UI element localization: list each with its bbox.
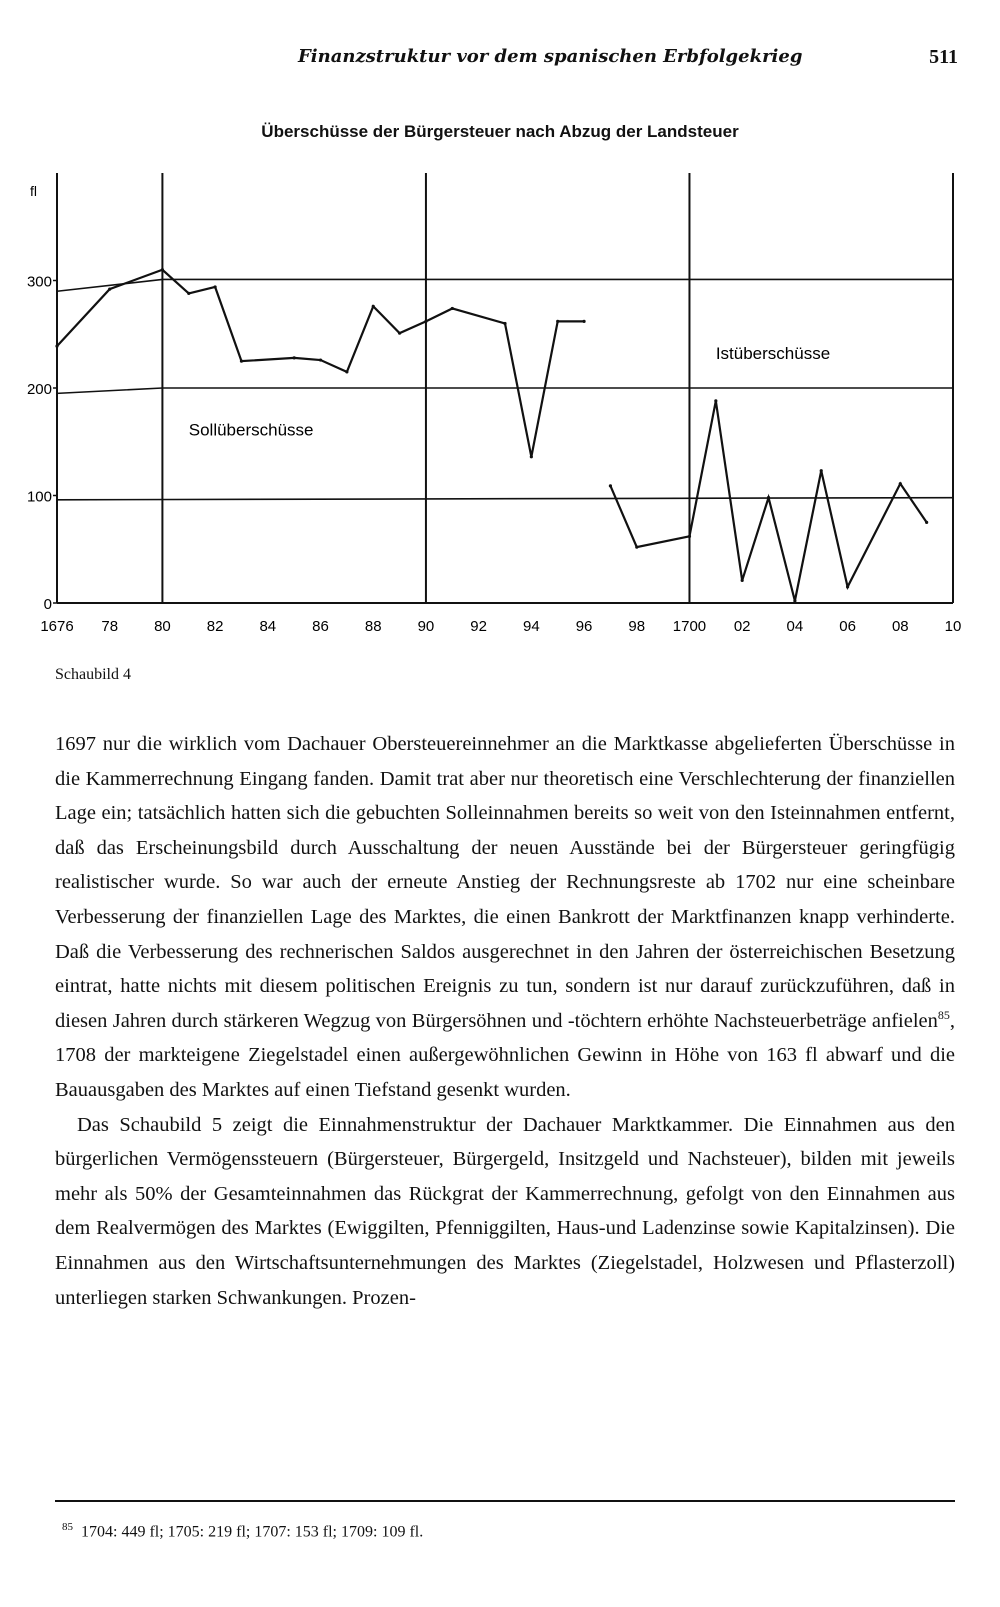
x-tick-label: 96 — [575, 618, 593, 635]
data-point — [793, 599, 796, 602]
data-point — [741, 579, 744, 582]
data-point — [688, 535, 691, 538]
x-tick-label: 06 — [839, 618, 856, 635]
running-title: Finanzstruktur vor dem spanischen Erbfolgekrieg — [298, 46, 803, 67]
data-point — [899, 482, 902, 485]
data-point — [582, 320, 585, 323]
data-point — [345, 370, 348, 373]
chart-title: Überschüsse der Bürgersteuer nach Abzug der Landsteuer — [261, 122, 739, 141]
data-point — [187, 292, 190, 295]
y-tick-label: 100 — [26, 488, 52, 506]
data-point — [319, 358, 322, 361]
x-tick-label: 82 — [206, 618, 224, 635]
x-tick-label: 08 — [891, 618, 909, 635]
data-point — [925, 521, 928, 524]
data-point — [609, 484, 612, 487]
footnote — [62, 1521, 423, 1541]
x-tick-label: 86 — [312, 618, 329, 635]
x-tick-label: 80 — [154, 618, 171, 635]
y-tick-label: 300 — [26, 273, 52, 291]
data-point — [55, 344, 58, 347]
x-tick-label: 88 — [364, 618, 382, 635]
series-label: Istüberschüsse — [715, 343, 831, 363]
paragraph-text: 1697 nur die wirklich vom Dachauer Obersteuereinnehmer an die Marktkasse abgelieferten Überschüsse in die Kammerrechnung Eingang fanden. Damit trat aber nur theoretisch eine Verschlechterung der finanziellen Lage ein; tatsächlich hatten sich die gebuchten Solleinnahmen bereits so weit von den Isteinnahmen entfernt, daß das Erscheinungsbild durch Ausschaltung der neuen Ausstände bei der Bürgersteuer geringfügig realistischer wurde. So war auch der erneute Anstieg der Rechnungsreste ab 1702 nur eine scheinbare Verbesserung der finanziellen Lage des Marktes, die einen Bankrott der Marktfinanzen knapp verhinderte. Daß die Verbesserung des rechnerischen Saldos ausgerechnet in den Jahren der österreichischen Besetzung eintrat, hatte nichts mit diesem politischen Ereignis zu tun, sondern ist nur darauf zurückzuführen, daß in diesen Jahren durch stärkeren Wegzug von Bürgersöhnen und -töchtern erhöhte Nachsteuerbeträge anfielen — [55, 733, 955, 1032]
y-tick-label: 0 — [43, 596, 52, 613]
data-point — [451, 307, 454, 310]
x-tick-label: 02 — [733, 618, 751, 635]
series-label: Sollüberschüsse — [188, 420, 314, 440]
data-point — [240, 360, 243, 363]
data-point — [161, 268, 164, 271]
data-point — [846, 585, 849, 588]
paragraph — [55, 727, 955, 1108]
x-tick-label: 98 — [628, 618, 646, 635]
series-line — [57, 270, 584, 457]
x-tick-label: 1676 — [40, 618, 74, 635]
data-point — [635, 546, 638, 549]
x-tick-label: 10 — [944, 618, 962, 635]
x-tick-label: 1700 — [672, 618, 707, 635]
footnote-text: 1704: 449 fl; 1705: 219 fl; 1707: 153 fl; 1709: 109 fl. — [81, 1523, 424, 1541]
page-number: 511 — [929, 46, 958, 68]
x-tick-label: 84 — [259, 618, 277, 635]
footnote-reference: 85 — [937, 1007, 950, 1022]
page-header — [0, 46, 1000, 76]
x-tick-label: 90 — [417, 618, 435, 635]
grid-line-horizontal — [57, 279, 953, 291]
footnote-number: 85 — [62, 1521, 73, 1533]
data-point — [714, 399, 717, 402]
y-axis-label: fl — [30, 183, 37, 199]
data-point — [214, 285, 217, 288]
x-tick-label: 04 — [786, 618, 804, 635]
paragraph-text: Das Schaubild 5 zeigt die Einnahmenstruktur der Dachauer Marktkammer. Die Einnahmen aus den bürgerlichen Vermögenssteuern (Bürgersteuer, Bürgergeld, Insitzgeld und Nachsteuer), bilden mit jeweils mehr als 50% der Gesamteinnahmen das Rückgrat der Kammerrechnung, gefolgt von den Einnahmen aus dem Realvermögen des Marktes (Ewiggilten, Pfenniggilten, Haus-und Ladenzinse sowie Kapitalzinsen). Die Einnahmen aus den Wirtschaftsunternehmungen des Marktes (Ziegelstadel, Holzwesen und Pflasterzoll) unterliegen starken Schwankungen. Prozen- — [55, 1113, 955, 1309]
data-point — [820, 469, 823, 472]
body-text — [55, 727, 955, 1315]
x-tick-label: 94 — [523, 618, 540, 635]
figure-caption: Schaubild 4 — [55, 666, 131, 683]
data-point — [398, 332, 401, 335]
series-line — [610, 401, 926, 601]
footnote-rule — [55, 1500, 955, 1502]
data-point — [767, 496, 770, 499]
grid-line-horizontal — [57, 388, 953, 393]
data-point — [530, 455, 533, 458]
paragraph-text: , 1708 der markteigene Ziegelstadel einen außergewöhnlichen Gewinn in Höhe von 163 fl abwarf und die Bauausgaben des Marktes auf einen Tiefstand gesenkt wurden. — [55, 1009, 955, 1101]
data-point — [556, 320, 559, 323]
data-point — [372, 305, 375, 308]
x-tick-label: 78 — [101, 618, 119, 635]
y-tick-label: 200 — [26, 381, 52, 398]
grid-line-horizontal — [57, 498, 953, 500]
line-chart — [0, 160, 1000, 660]
x-tick-label: 92 — [470, 618, 487, 635]
data-point — [424, 320, 427, 323]
paragraph — [55, 1108, 955, 1316]
data-point — [108, 288, 111, 291]
data-point — [293, 356, 296, 359]
data-point — [503, 322, 506, 325]
